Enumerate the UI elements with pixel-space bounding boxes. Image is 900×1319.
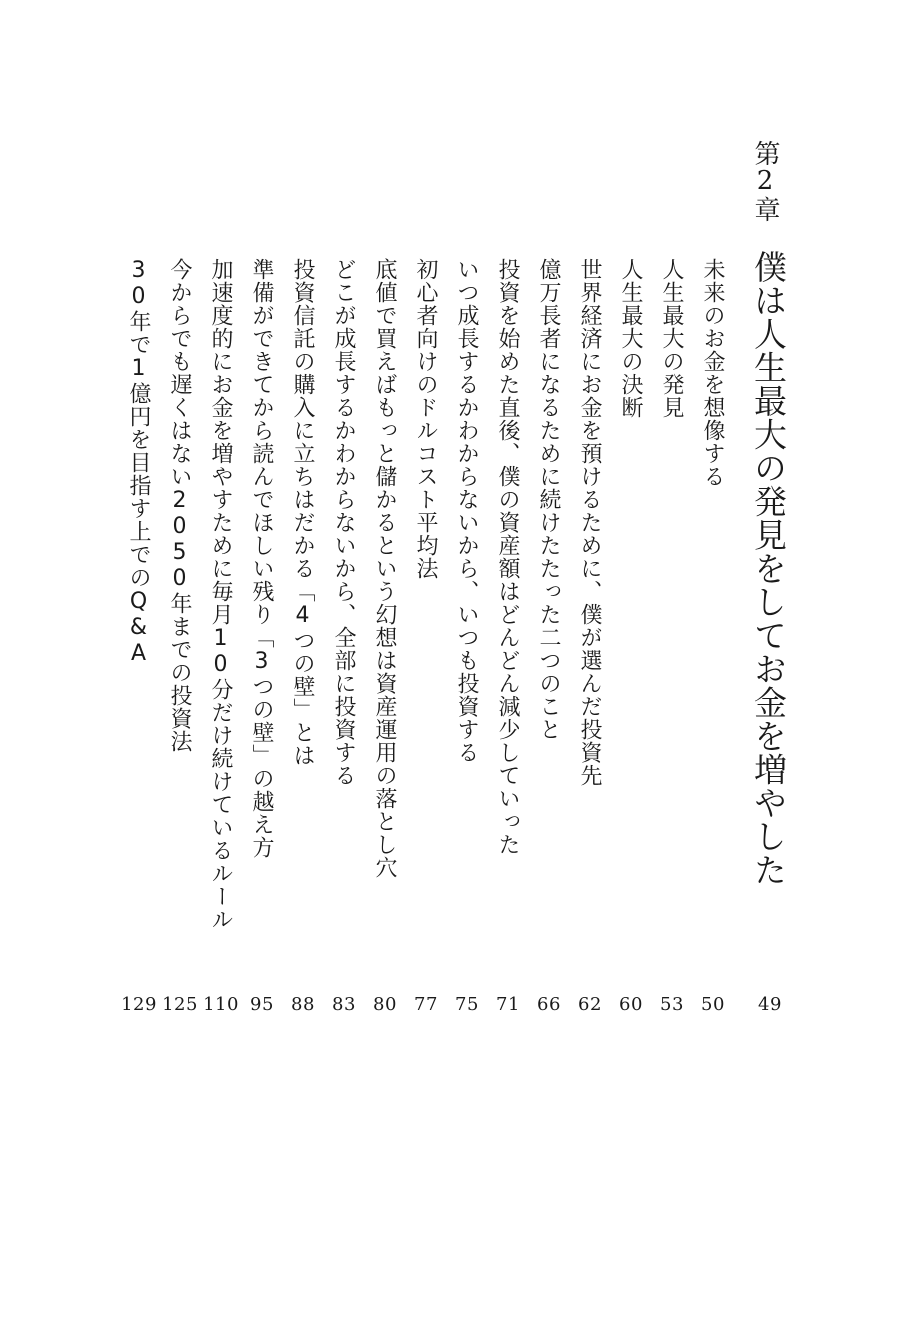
toc-entry-page-number: 75: [455, 994, 479, 1015]
toc-entry-title: 初心者向けのドルコスト平均法: [413, 258, 438, 580]
toc-entry-page-number: 88: [291, 994, 315, 1015]
toc-entry-page-number: 80: [373, 994, 397, 1015]
toc-entry-title: 人生最大の決断: [618, 258, 643, 419]
toc-entry-page-number: 62: [578, 994, 602, 1015]
toc-entry-title: 30年で1億円を目指す上でのQ&A: [126, 258, 151, 667]
toc-entry-title: 投資信託の購入に立ちはだかる「4つの壁」とは: [290, 258, 315, 767]
toc-entry-title: 底値で買えばもっと儲かるという幻想は資産運用の落とし穴: [372, 258, 397, 879]
toc-entry-title: 準備ができてから読んでほしい残り「3つの壁」の越え方: [249, 258, 274, 859]
toc-entry-page-number: 129: [121, 994, 157, 1015]
toc-entry-title: 人生最大の発見: [659, 258, 684, 419]
chapter-label: 第2章: [750, 140, 780, 222]
toc-entry-title: 投資を始めた直後、僕の資産額はどんどん減少していった: [495, 258, 520, 856]
toc-entry-title: いつ成長するかわからないから、いつも投資する: [454, 258, 479, 764]
toc-entry-page-number: 71: [496, 994, 520, 1015]
toc-entry-page-number: 50: [701, 994, 725, 1015]
toc-entry-title: どこが成長するかわからないから、全部に投資する: [331, 258, 356, 787]
toc-entry-page-number: 83: [332, 994, 356, 1015]
toc-entry-title: 億万長者になるために続けたたった二つのこと: [536, 258, 561, 741]
toc-entry-page-number: 110: [203, 994, 239, 1015]
toc-entry-title: 未来のお金を想像する: [700, 258, 725, 488]
toc-entry-page-number: 53: [660, 994, 684, 1015]
toc-entry-page-number: 95: [250, 994, 274, 1015]
toc-entry-page-number: 60: [619, 994, 643, 1015]
toc-entry-title: 加速度的にお金を増やすために毎月10分だけ続けているルール: [208, 258, 233, 931]
chapter-title: 僕は人生最大の発見をしてお金を増やした: [749, 250, 788, 887]
toc-entry-page-number: 66: [537, 994, 561, 1015]
chapter-page-number: 49: [758, 994, 782, 1015]
toc-entry-title: 今からでも遅くはない2050年までの投資法: [167, 258, 192, 753]
toc-entry-title: 世界経済にお金を預けるために、僕が選んだ投資先: [577, 258, 602, 787]
toc-entry-page-number: 125: [162, 994, 198, 1015]
toc-entry-page-number: 77: [414, 994, 438, 1015]
